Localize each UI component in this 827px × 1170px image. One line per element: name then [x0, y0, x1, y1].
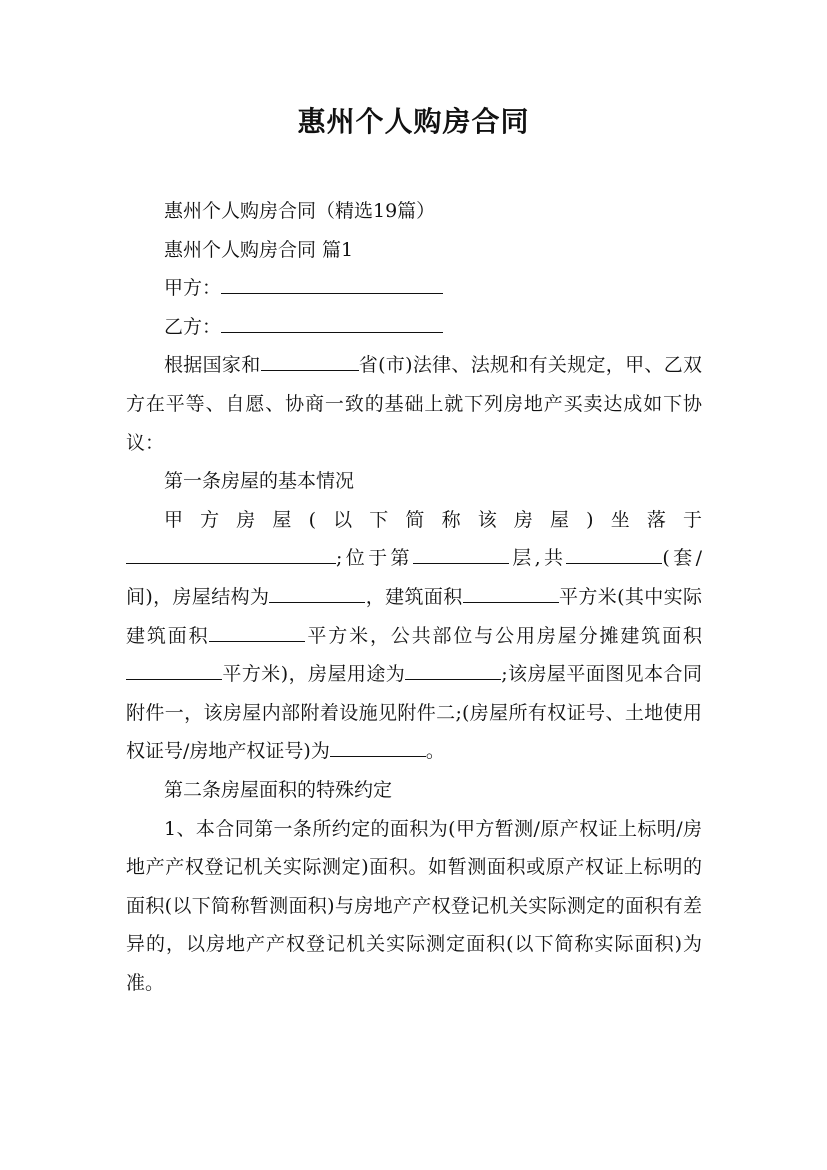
article1-text-e: 平方米(其中实际建筑面积: [126, 585, 702, 647]
location-blank: [126, 546, 336, 564]
use-blank: [405, 662, 501, 680]
party-a-label: 甲方：: [164, 277, 222, 300]
section-heading: 惠州个人购房合同 篇1: [164, 238, 354, 261]
article1-text-b: 层,共: [508, 547, 567, 570]
province-blank: [261, 353, 359, 371]
cert-number-blank: [330, 739, 426, 757]
article1-text-a: ;位于第: [336, 547, 413, 570]
structure-blank: [269, 585, 365, 603]
article1-text-g: 平方米)，房屋用途为: [222, 663, 406, 686]
party-b-label: 乙方：: [164, 315, 222, 338]
shared-area-blank: [126, 662, 222, 680]
intro-text-start: 根据国家和: [164, 354, 261, 377]
party-a-line: [126, 269, 702, 308]
article1-text-d: ，建筑面积: [365, 585, 463, 608]
article1-text-f: 平方米，公共部位与公用房屋分摊建筑面积: [305, 624, 702, 647]
article1-text-h: ;该房屋平面图见本合同附件一，该房屋内部附着设施见附件二;(房屋所有权证号、土地使用权证号/房地产权证号)为: [126, 663, 702, 763]
total-floors-blank: [566, 546, 662, 564]
party-a-blank: [221, 276, 443, 294]
intro-paragraph: [126, 346, 702, 462]
intro-text-end: 省(市)法律、法规和有关规定，甲、乙双方在平等、自愿、协商一致的基础上就下列房地产买卖达成如下协议：: [126, 354, 702, 454]
party-b-line: [126, 308, 702, 347]
article1-text-end: 。: [425, 740, 445, 763]
article1-heading: 第一条房屋的基本情况: [164, 470, 355, 493]
article2-item1: 1、本合同第一条所约定的面积为(甲方暂测/原产权证上标明/房地产产权登记机关实际测定)面积。如暂测面积或原产权证上标明的面积(以下简称暂测面积)与房地产产权登记机关实际测定的面积有差异的，以房地产产权登记机关实际测定面积(以下简称实际面积)为准。: [126, 817, 702, 994]
article1-text-c: (套/间)，房屋结构为: [126, 547, 702, 608]
actual-area-blank: [209, 623, 305, 641]
article1-paragraph: [126, 539, 702, 771]
subtitle-line: 惠州个人购房合同（精选19篇）: [164, 200, 436, 222]
article1-location-line: 甲方房屋(以下简称该房屋)坐落于: [164, 508, 702, 531]
party-b-blank: [221, 315, 443, 333]
area-blank: [463, 585, 559, 603]
document-title: 惠州个人购房合同: [297, 105, 530, 138]
floor-blank: [413, 546, 509, 564]
document-body: [126, 192, 702, 1002]
article2-heading: 第二条房屋面积的特殊约定: [164, 778, 393, 801]
